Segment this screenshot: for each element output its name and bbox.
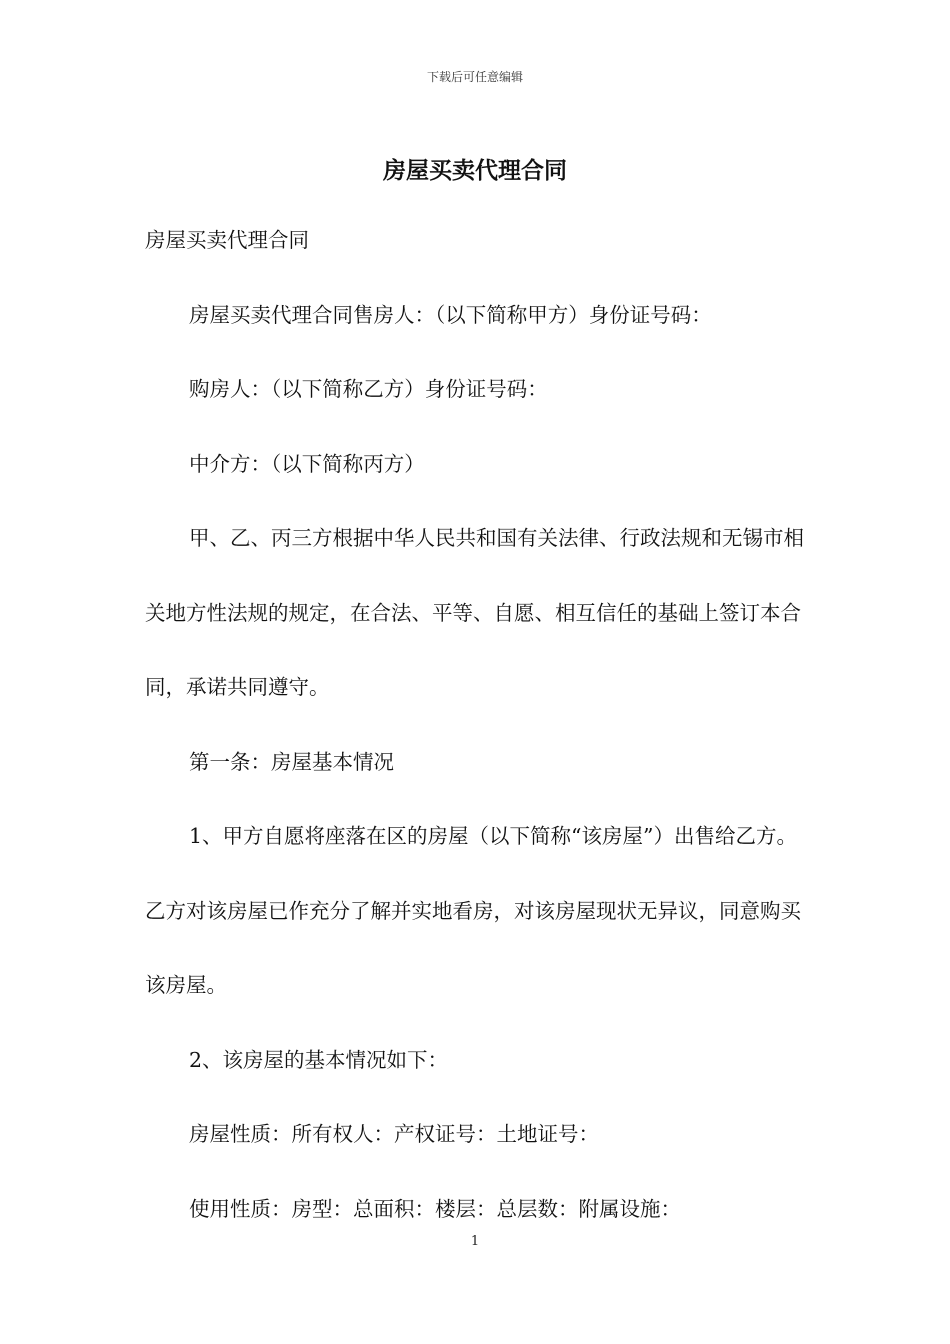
paragraph-article-1-heading: 第一条：房屋基本情况 <box>189 749 394 774</box>
paragraph-agent: 中介方：（以下简称丙方） <box>189 451 425 476</box>
paragraph-clause-1: 1、甲方自愿将座落在区的房屋（以下简称“该房屋”）出售给乙方。乙方对该房屋已作充分了解并实地看房，对该房屋现状无异议，同意购买该房屋。 <box>145 824 801 997</box>
document-body <box>145 203 807 1246</box>
paragraph-seller: 房屋买卖代理合同售房人：（以下简称甲方）身份证号码： <box>189 302 712 327</box>
paragraph-property-nature: 房屋性质：所有权人：产权证号：土地证号： <box>189 1122 599 1146</box>
document-title: 房屋买卖代理合同 <box>383 157 567 184</box>
paragraph-preamble: 甲、乙、丙三方根据中华人民共和国有关法律、行政法规和无锡市相关地方性法规的规定，在合法、平等、自愿、相互信任的基础上签订本合同，承诺共同遵守。 <box>145 526 804 699</box>
paragraph-subtitle: 房屋买卖代理合同 <box>145 228 309 252</box>
header-note: 下载后可任意编辑 <box>426 70 523 84</box>
page-number: 1 <box>470 1234 480 1249</box>
paragraph-clause-2: 2、该房屋的基本情况如下： <box>189 1047 449 1072</box>
paragraph-usage-nature: 使用性质：房型：总面积：楼层：总层数：附属设施： <box>189 1196 681 1221</box>
paragraph-buyer: 购房人：（以下简称乙方）身份证号码： <box>189 377 548 401</box>
